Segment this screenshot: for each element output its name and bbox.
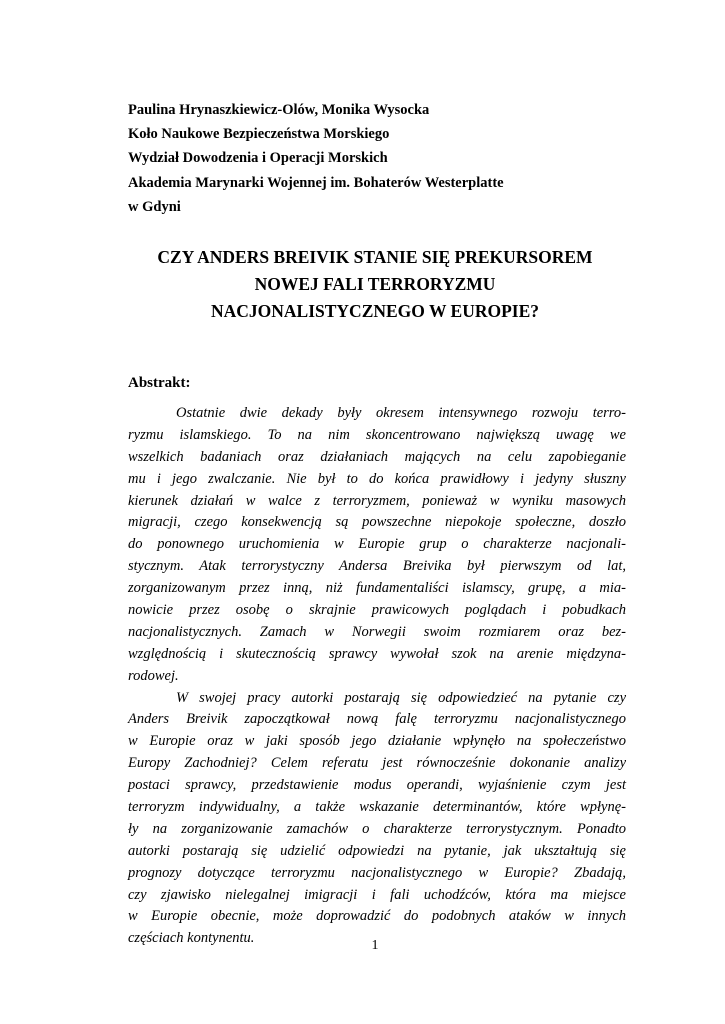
abstract-line: częściach kontynentu.: [128, 930, 255, 947]
abstract-line: Ostatnie dwie dekady były okresem intensywnego rozwoju terro-: [176, 405, 626, 421]
abstract-line: kierunek działań w walce z terroryzmem, ponieważ w wyniku masowych: [128, 492, 626, 509]
abstract-line: prognozy dotyczące terroryzmu nacjonalistycznego w Europie? Zbadają,: [128, 864, 626, 881]
abstract-heading: Abstrakt:: [128, 375, 191, 391]
author-academy: Akademia Marynarki Wojennej im. Bohaterów Westerplatte: [128, 174, 504, 191]
abstract-line: terroryzm indywidualny, a także wskazanie determinantów, które wpłynę-: [128, 799, 626, 816]
abstract-line: Europy Zachodniej? Celem referatu jest równocześnie dokonanie analizy: [128, 755, 626, 772]
paper-title: [100, 244, 650, 325]
title-line: CZY ANDERS BREIVIK STANIE SIĘ PREKURSOREM: [157, 247, 593, 267]
abstract-line: względnością i skutecznością sprawcy wywołał szok na arenie międzyna-: [128, 645, 626, 662]
page-number: 1: [371, 938, 379, 953]
author-city: w Gdyni: [128, 198, 181, 215]
abstract-line: nowicie przez osobę o skrajnie prawicowych poglądach i pobudkach: [128, 602, 626, 619]
abstract-line: rodowej.: [128, 667, 179, 684]
author-block: [128, 98, 628, 219]
abstract-line: czy zjawisko nielegalnej imigracji i fali uchodźców, która ma miejsce: [128, 886, 626, 903]
abstract-line: zorganizowanym przez inną, niż fundamentaliści islamscy, grupę, a mia-: [128, 580, 626, 597]
abstract-line: stycznym. Atak terrorystyczny Andersa Breivika był pierwszym od lat,: [128, 558, 626, 575]
title-line: NACJONALISTYCZNEGO W EUROPIE?: [210, 301, 540, 321]
abstract-line: nacjonalistycznych. Zamach w Norwegii swoim rozmiarem oraz bez-: [128, 623, 626, 640]
title-line: NOWEJ FALI TERRORYZMU: [254, 274, 496, 294]
abstract-line: W swojej pracy autorki postarają się odpowiedzieć na pytanie czy: [176, 689, 626, 706]
abstract-line: ryzmu islamskiego. To na nim skoncentrowano największą uwagę we: [128, 426, 626, 443]
abstract-line: migracji, czego konsekwencją są powszechne niepokoje społeczne, doszło: [128, 514, 626, 531]
abstract-line: ły na zorganizowanie zamachów o charakterze terrorystycznym. Ponadto: [128, 820, 626, 837]
abstract-line: w Europie obecnie, może doprowadzić do podobnych ataków w innych: [128, 908, 626, 925]
abstract-line: Anders Breivik zapoczątkował nową falę terroryzmu nacjonalistycznego: [128, 711, 626, 728]
abstract-line: mu i jego zwalczanie. Nie był to do końca prawidłowy i jedyny słuszny: [128, 470, 626, 487]
author-club: Koło Naukowe Bezpieczeństwa Morskiego: [128, 126, 390, 143]
abstract-line: w Europie oraz w jaki sposób jego działanie wpłynęło na społeczeństwo: [128, 733, 626, 750]
abstract-line: do ponownego uruchomienia w Europie grup o charakterze nacjonali-: [128, 536, 626, 553]
author-names: Paulina Hrynaszkiewicz-Olów, Monika Wysocka: [128, 102, 430, 118]
abstract-line: wszelkich badaniach oraz działaniach mających na celu zapobieganie: [128, 448, 626, 465]
author-faculty: Wydział Dowodzenia i Operacji Morskich: [128, 150, 388, 167]
abstract-line: autorki postarają się udzielić odpowiedzi na pytanie, jak ukształtują się: [128, 842, 626, 859]
abstract-line: postaci sprawcy, przedstawienie modus operandi, wyjaśnienie czym jest: [128, 777, 626, 794]
abstract-body: [128, 403, 626, 950]
